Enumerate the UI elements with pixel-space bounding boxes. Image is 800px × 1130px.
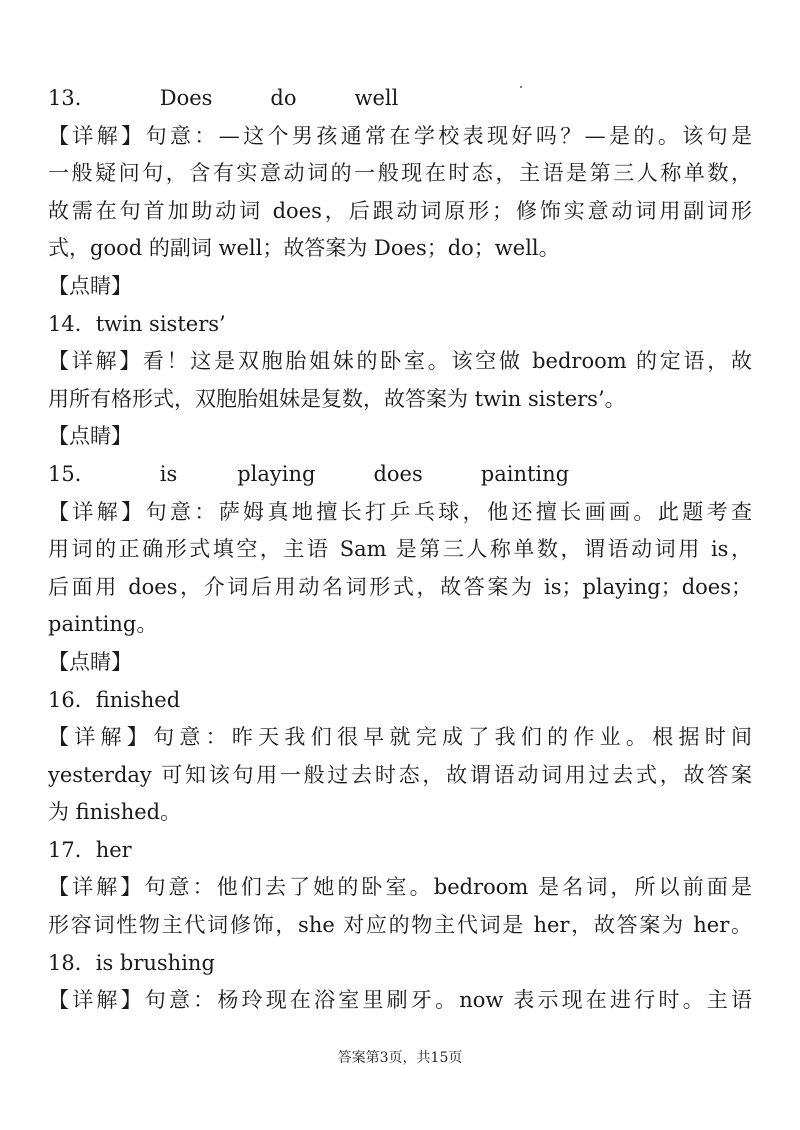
scan-speck (520, 86, 522, 88)
answer-word: well (354, 86, 399, 110)
answer-word: does (373, 461, 423, 486)
key-point-label: 【点睛】 (48, 649, 132, 674)
explanation-line: 形容词性物主代词修饰，she 对应的物主代词是 her，故答案为 her。 (48, 913, 752, 938)
explanation-line: painting。 (48, 612, 158, 637)
explanation-line: 【详解】看！这是双胞胎姐妹的卧室。该空做 bedroom 的定语，故 (48, 349, 752, 374)
explanation-line: 【详解】句意：萨姆真地擅长打乒乓球，他还擅长画画。此题考查 (48, 499, 752, 524)
question-number: 15． (48, 461, 96, 486)
explanation-line: 故需在句首加助动词 does，后跟动词原形；修饰实意动词用副词形 (48, 198, 752, 223)
explanation-line: 【详解】句意：杨玲现在浴室里刷牙。now 表示现在进行时。主语 (48, 988, 752, 1013)
explanation-line: 一般疑问句，含有实意动词的一般现在时态，主语是第三人称单数， (48, 161, 752, 186)
key-point-label: 【点睛】 (48, 424, 132, 449)
answer-line-15 (48, 456, 752, 494)
answer-word: is (159, 461, 178, 486)
explanation-line: 式，good 的副词 well；故答案为 Does；do；well。 (48, 236, 560, 261)
answer-word: painting (480, 461, 570, 486)
answer-line-13 (48, 80, 752, 118)
explanation-line: 为 finished。 (48, 800, 182, 825)
question-number: 13． (48, 86, 96, 110)
explanation-line: 【详解】句意：昨天我们很早就完成了我们的作业。根据时间 (48, 725, 752, 750)
key-point-label: 【点睛】 (48, 273, 132, 298)
explanation-line: yesterday 可知该句用一般过去时态，故谓语动词用过去式，故答案 (48, 762, 752, 787)
explanation-line: 用所有格形式，双胞胎姐妹是复数，故答案为 twin sisters’。 (48, 386, 626, 411)
answer-word: playing (237, 461, 316, 486)
answer-line-14: 14．twin sisters’ (48, 311, 226, 336)
page-footer: 答案第3页，共15页 (337, 1050, 463, 1066)
explanation-line: 用词的正确形式填空，主语 Sam 是第三人称单数，谓语动词用 is， (48, 537, 752, 562)
answer-word: Does (159, 86, 213, 110)
explanation-line: 【详解】句意：—这个男孩通常在学校表现好吗？—是的。该句是 (48, 123, 752, 148)
answer-word: do (270, 86, 297, 110)
explanation-line: 后面用 does，介词后用动名词形式，故答案为 is；playing；does； (48, 574, 752, 599)
explanation-line: 【详解】句意：他们去了她的卧室。bedroom 是名词，所以前面是 (48, 875, 752, 900)
answer-line-18: 18．is brushing (48, 950, 215, 975)
answer-line-17: 17．her (48, 837, 132, 862)
answer-line-16: 16．finished (48, 687, 181, 712)
